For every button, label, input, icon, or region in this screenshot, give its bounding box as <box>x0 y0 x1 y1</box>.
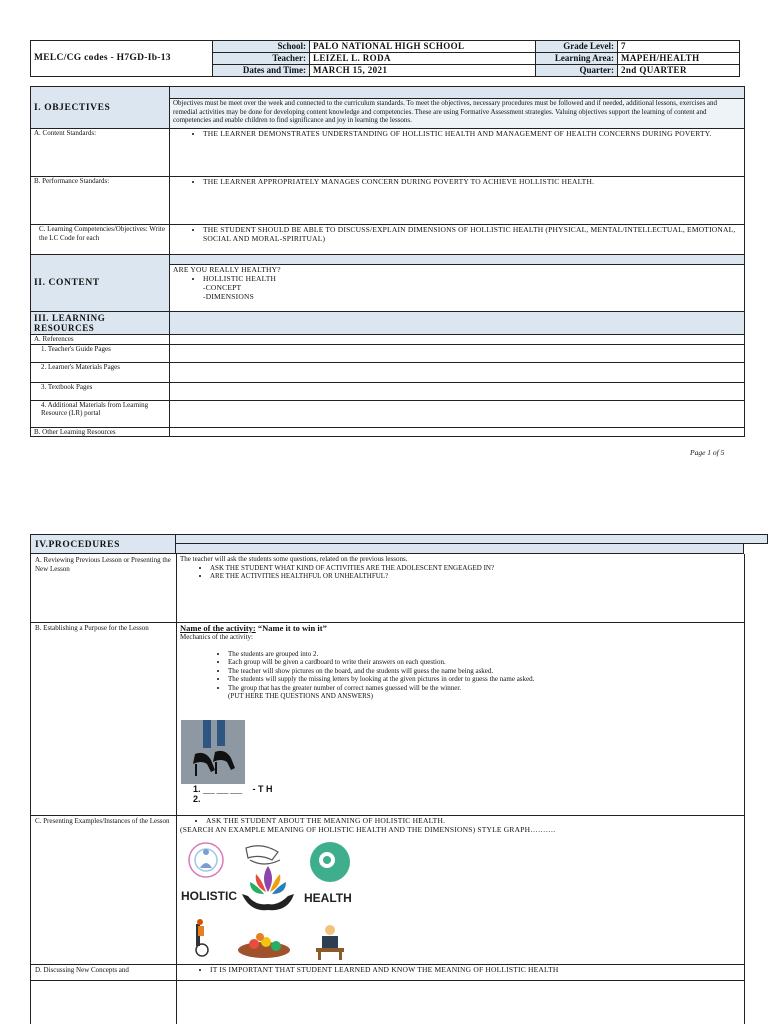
questions-note: (PUT HERE THE QUESTIONS AND ANSWERS) <box>228 692 373 700</box>
high-heels-icon <box>181 720 245 784</box>
procedure-a-intro: The teacher will ask the students some questions, related on the previous lessons. <box>180 555 408 563</box>
helping-hands-icon <box>246 846 280 864</box>
answer-1-blank: ___ ___ ___ <box>203 787 242 794</box>
content-sub-concept: -CONCEPT <box>203 283 242 292</box>
school-label: School: <box>213 41 310 53</box>
mechanics-step: • The teacher will show pictures on the board, and the students will guess the name being asked. <box>228 667 740 676</box>
procedures-title: IV.PROCEDURES <box>30 534 176 554</box>
mechanics-step: • Each group will be given a cardboard to write their answers on each question. <box>228 658 740 667</box>
graphic-word-holistic: HOLISTIC <box>181 889 237 903</box>
date-label: Dates and Time: <box>213 65 310 77</box>
lesson-plan-table <box>30 86 745 437</box>
grade-label: Grade Level: <box>536 41 618 53</box>
competencies-label: C. Learning Competencies/Objectives: Write the LC Code for each <box>31 225 170 255</box>
teacher-value: LEIZEL L. RODA <box>310 53 536 65</box>
mechanics-step: • The group that has the greater number of correct names guessed will be the winner. <box>228 684 740 693</box>
other-resources-label: B. Other Learning Resources <box>31 427 170 437</box>
header-table <box>30 40 740 77</box>
graphic-word-health: HEALTH <box>304 891 352 905</box>
resources-title: III. LEARNING RESOURCES <box>31 312 170 335</box>
teacher-label: Teacher: <box>213 53 310 65</box>
head-icon <box>310 842 350 882</box>
mechanics-step: • The students will supply the missing letters by looking at the given pictures in order to guess the name asked. <box>228 675 740 684</box>
activity-name: “Name it to win it” <box>257 623 327 633</box>
mechanics-list <box>180 650 740 693</box>
high-heels-picture <box>181 720 245 784</box>
quarter-label: Quarter: <box>536 65 618 77</box>
competencies-text: • THE STUDENT SHOULD BE ABLE TO DISCUSS/EXPLAIN DIMENSIONS OF HOLLISTIC HEALTH (PHYSICAL, MENTAL/INTELLECTUAL, EMOTIONAL, SOCIAL AND MORAL-SPIRITUAL) <box>203 225 741 243</box>
mechanics-label: Mechanics of the activity: <box>180 633 253 641</box>
objectives-intro: Objectives must be meet over the week and connected to the curriculum standards. To meet the objectives, necessary procedures must be followed and if needed, additional lessons, exercises and remedial activities may be done for developing content knowledge and competencies. These are using Formative Assessment strategies. Valuing objectives support the learning of content and competencies and enable children to find significance and joy in learning the lessons. <box>170 99 745 129</box>
content-standards-label: A. Content Standards: <box>31 129 170 177</box>
area-label: Learning Area: <box>536 53 618 65</box>
grade-value: 7 <box>618 41 740 53</box>
activity-prefix: Name of the activity: <box>180 623 256 633</box>
procedure-b-label: B. Establishing a Purpose for the Lesson <box>35 624 149 632</box>
answer-1-letters: - T H <box>252 784 273 794</box>
procedure-a-question-1: • ASK THE STUDENT WHAT KIND OF ACTIVITIES ARE THE ADOLESCENT ENGEAGED IN? <box>210 564 740 573</box>
procedure-c-search: (SEARCH AN EXAMPLE MEANING OF HOLISTIC HEALTH AND THE DIMENSIONS) STYLE GRAPH………. <box>180 825 556 834</box>
additional-materials-label: 4. Additional Materials from Learning Resource (LR) portal <box>31 400 170 427</box>
page-number: Page 1 of 5 <box>690 448 725 457</box>
reading-person-icon <box>316 925 344 960</box>
procedure-a-label: A. Reviewing Previous Lesson or Presenting the New Lesson <box>35 556 171 573</box>
quarter-value: 2nd QUARTER <box>618 65 740 77</box>
school-value: PALO NATIONAL HIGH SCHOOL <box>310 41 536 53</box>
fruits-icon <box>238 933 290 958</box>
content-standards-text: • THE LEARNER DEMONSTRATES UNDERSTANDING OF HOLLISTIC HEALTH AND MANAGEMENT OF HEALTH CONCERNS DURING POVERTY. <box>203 129 741 138</box>
textbook-label: 3. Textbook Pages <box>31 382 170 400</box>
procedure-d-bullet: • IT IS IMPORTANT THAT STUDENT LEARNED AND KNOW THE MEANING OF HOLLISTIC HEALTH <box>210 965 740 974</box>
melc-code: MELC/CG codes - H7GD-Ib-13 <box>31 41 213 77</box>
references-label: A. References <box>31 335 170 345</box>
area-value: MAPEH/HEALTH <box>618 53 740 65</box>
answer-2-number: 2. <box>193 794 201 804</box>
teachers-guide-label: 1. Teacher's Guide Pages <box>31 344 170 362</box>
content-title: II. CONTENT <box>31 255 170 312</box>
performance-standards-label: B. Performance Standards: <box>31 177 170 225</box>
holistic-health-graphic <box>180 838 355 960</box>
procedures-section <box>30 534 768 1024</box>
content-item: • HOLLISTIC HEALTH <box>203 274 741 283</box>
lotus-icon <box>242 866 294 910</box>
exercise-bike-icon <box>196 919 208 956</box>
procedure-d-label: D. Discussing New Concepts and <box>35 966 129 974</box>
mechanics-step: • The students are grouped into 2. <box>228 650 740 659</box>
content-sub-dimensions: -DIMENSIONS <box>203 292 254 301</box>
performance-standards-text: • THE LEARNER APPROPRIATELY MANAGES CONCERN DURING POVERTY TO ACHIEVE HOLLISTIC HEALTH. <box>203 177 741 186</box>
content-heading: ARE YOU REALLY HEALTHY? <box>173 265 281 274</box>
answer-1-number: 1. <box>193 784 201 794</box>
holistic-health-image <box>180 838 355 960</box>
date-value: MARCH 15, 2021 <box>310 65 536 77</box>
learners-materials-label: 2. Learner's Materials Pages <box>31 362 170 382</box>
procedure-c-bullet: • ASK THE STUDENT ABOUT THE MEANING OF HOLISTIC HEALTH. <box>206 816 740 825</box>
procedure-c-label: C. Presenting Examples/Instances of the Lesson <box>35 817 170 825</box>
meditation-icon <box>189 843 223 877</box>
objectives-title: I. OBJECTIVES <box>31 87 170 129</box>
procedure-a-question-2: • ARE THE ACTIVITIES HEALTHFUL OR UNHEALTHFUL? <box>210 572 740 581</box>
